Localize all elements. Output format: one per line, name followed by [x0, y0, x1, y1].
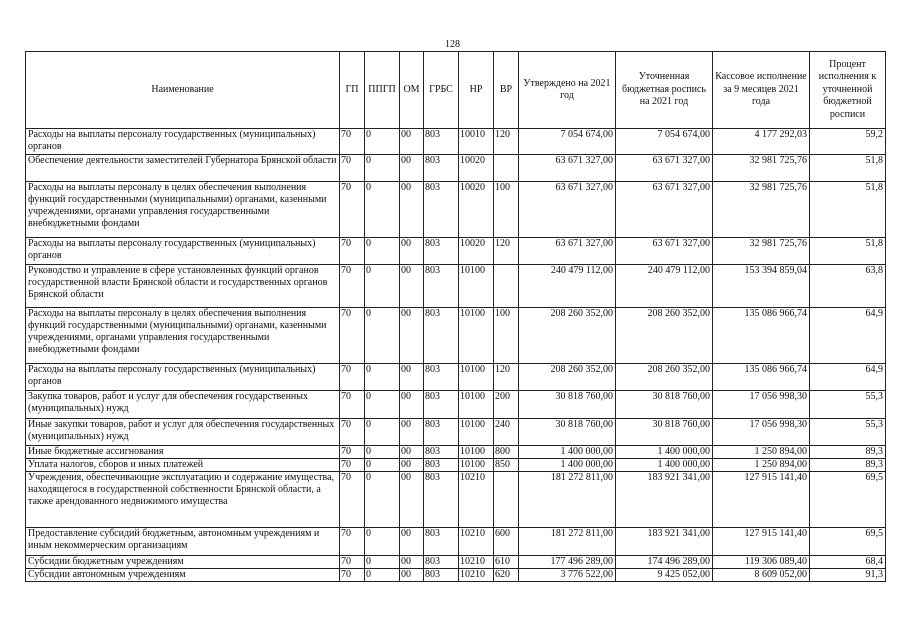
header-grbs: ГРБС [424, 52, 459, 129]
row-percent-cell: 91,3 [810, 569, 886, 582]
row-name-cell: Обеспечение деятельности заместителей Губернатора Брянской области [26, 155, 340, 182]
row-nr-cell: 10100 [459, 308, 494, 364]
table-header-row [26, 52, 886, 129]
row-vr-cell [494, 265, 519, 308]
row-grbs-cell: 803 [424, 446, 459, 459]
table-row [26, 391, 886, 419]
row-nr-cell: 10100 [459, 364, 494, 391]
row-approved-cell: 240 479 112,00 [519, 265, 616, 308]
table-row [26, 556, 886, 569]
row-percent-cell: 89,3 [810, 459, 886, 472]
row-vr-cell: 100 [494, 308, 519, 364]
row-om-cell: 00 [400, 528, 424, 556]
row-executed-cell: 135 086 966,74 [713, 364, 810, 391]
row-approved-cell: 181 272 811,00 [519, 528, 616, 556]
row-nr-cell: 10210 [459, 569, 494, 582]
row-om-cell: 00 [400, 391, 424, 419]
row-om-cell: 00 [400, 472, 424, 528]
table-row [26, 238, 886, 265]
row-refined-cell: 183 921 341,00 [616, 472, 713, 528]
header-approved: Утверждено на 2021 год [519, 52, 616, 129]
row-ppgp-cell: 0 [365, 129, 400, 155]
row-percent-cell: 68,4 [810, 556, 886, 569]
row-vr-cell: 120 [494, 129, 519, 155]
row-nr-cell: 10100 [459, 391, 494, 419]
row-vr-cell [494, 472, 519, 528]
row-executed-cell: 32 981 725,76 [713, 155, 810, 182]
row-nr-cell: 10020 [459, 182, 494, 238]
row-percent-cell: 51,8 [810, 182, 886, 238]
row-name-cell: Субсидии автономным учреждениям [26, 569, 340, 582]
row-name-cell: Субсидии бюджетным учреждениям [26, 556, 340, 569]
row-gp-cell: 70 [340, 569, 365, 582]
row-executed-cell: 153 394 859,04 [713, 265, 810, 308]
row-om-cell: 00 [400, 419, 424, 446]
row-name-cell: Уплата налогов, сборов и иных платежей [26, 459, 340, 472]
row-grbs-cell: 803 [424, 155, 459, 182]
row-percent-cell: 55,3 [810, 391, 886, 419]
row-gp-cell: 70 [340, 364, 365, 391]
row-refined-cell: 208 260 352,00 [616, 364, 713, 391]
table-row [26, 446, 886, 459]
row-grbs-cell: 803 [424, 419, 459, 446]
row-executed-cell: 32 981 725,76 [713, 238, 810, 265]
row-gp-cell: 70 [340, 472, 365, 528]
row-nr-cell: 10100 [459, 265, 494, 308]
row-refined-cell: 183 921 341,00 [616, 528, 713, 556]
table-row [26, 308, 886, 364]
row-vr-cell: 850 [494, 459, 519, 472]
budget-table [25, 51, 886, 582]
row-ppgp-cell: 0 [365, 364, 400, 391]
row-percent-cell: 69,5 [810, 472, 886, 528]
row-ppgp-cell: 0 [365, 569, 400, 582]
row-nr-cell: 10010 [459, 129, 494, 155]
row-vr-cell: 600 [494, 528, 519, 556]
row-executed-cell: 127 915 141,40 [713, 528, 810, 556]
row-grbs-cell: 803 [424, 308, 459, 364]
row-refined-cell: 1 400 000,00 [616, 446, 713, 459]
row-ppgp-cell: 0 [365, 528, 400, 556]
row-name-cell: Закупка товаров, работ и услуг для обеспечения государственных (муниципальных) нужд [26, 391, 340, 419]
row-executed-cell: 1 250 894,00 [713, 459, 810, 472]
row-gp-cell: 70 [340, 528, 365, 556]
page-number: 128 [445, 39, 460, 50]
row-vr-cell: 610 [494, 556, 519, 569]
row-gp-cell: 70 [340, 419, 365, 446]
row-ppgp-cell: 0 [365, 265, 400, 308]
row-percent-cell: 51,8 [810, 155, 886, 182]
row-refined-cell: 30 818 760,00 [616, 391, 713, 419]
row-name-cell: Иные закупки товаров, работ и услуг для обеспечения государственных (муниципальных) нужд [26, 419, 340, 446]
row-nr-cell: 10020 [459, 155, 494, 182]
row-om-cell: 00 [400, 308, 424, 364]
row-ppgp-cell: 0 [365, 308, 400, 364]
row-percent-cell: 69,5 [810, 528, 886, 556]
row-ppgp-cell: 0 [365, 391, 400, 419]
row-om-cell: 00 [400, 182, 424, 238]
header-nr: НР [459, 52, 494, 129]
table-row [26, 472, 886, 528]
table-row [26, 569, 886, 582]
row-refined-cell: 63 671 327,00 [616, 238, 713, 265]
row-ppgp-cell: 0 [365, 182, 400, 238]
row-grbs-cell: 803 [424, 129, 459, 155]
row-executed-cell: 1 250 894,00 [713, 446, 810, 459]
table-row [26, 182, 886, 238]
row-om-cell: 00 [400, 265, 424, 308]
row-ppgp-cell: 0 [365, 155, 400, 182]
row-approved-cell: 30 818 760,00 [519, 419, 616, 446]
row-gp-cell: 70 [340, 308, 365, 364]
row-approved-cell: 177 496 289,00 [519, 556, 616, 569]
row-executed-cell: 8 609 052,00 [713, 569, 810, 582]
row-percent-cell: 51,8 [810, 238, 886, 265]
row-gp-cell: 70 [340, 182, 365, 238]
row-nr-cell: 10100 [459, 459, 494, 472]
row-refined-cell: 7 054 674,00 [616, 129, 713, 155]
row-vr-cell: 240 [494, 419, 519, 446]
table-row [26, 419, 886, 446]
row-executed-cell: 17 056 998,30 [713, 419, 810, 446]
row-executed-cell: 4 177 292,03 [713, 129, 810, 155]
table-row [26, 265, 886, 308]
row-approved-cell: 181 272 811,00 [519, 472, 616, 528]
row-percent-cell: 63,8 [810, 265, 886, 308]
row-refined-cell: 1 400 000,00 [616, 459, 713, 472]
row-om-cell: 00 [400, 459, 424, 472]
row-executed-cell: 17 056 998,30 [713, 391, 810, 419]
row-grbs-cell: 803 [424, 556, 459, 569]
row-om-cell: 00 [400, 364, 424, 391]
row-gp-cell: 70 [340, 391, 365, 419]
row-grbs-cell: 803 [424, 182, 459, 238]
row-vr-cell [494, 155, 519, 182]
row-approved-cell: 63 671 327,00 [519, 182, 616, 238]
row-refined-cell: 63 671 327,00 [616, 155, 713, 182]
row-nr-cell: 10100 [459, 419, 494, 446]
header-name: Наименование [26, 52, 340, 129]
header-percent: Процент исполнения к уточненной бюджетной росписи [810, 52, 886, 129]
row-name-cell: Руководство и управление в сфере установленных функций органов государственной власти Брянской области и государственных органов Брянской области [26, 265, 340, 308]
row-gp-cell: 70 [340, 129, 365, 155]
row-vr-cell: 200 [494, 391, 519, 419]
row-refined-cell: 9 425 052,00 [616, 569, 713, 582]
row-approved-cell: 30 818 760,00 [519, 391, 616, 419]
row-executed-cell: 32 981 725,76 [713, 182, 810, 238]
row-approved-cell: 3 776 522,00 [519, 569, 616, 582]
row-name-cell: Расходы на выплаты персоналу государственных (муниципальных) органов [26, 129, 340, 155]
row-grbs-cell: 803 [424, 265, 459, 308]
row-refined-cell: 208 260 352,00 [616, 308, 713, 364]
row-grbs-cell: 803 [424, 528, 459, 556]
row-om-cell: 00 [400, 569, 424, 582]
row-nr-cell: 10210 [459, 472, 494, 528]
table-row [26, 155, 886, 182]
row-gp-cell: 70 [340, 556, 365, 569]
header-executed: Кассовое исполнение за 9 месяцев 2021 года [713, 52, 810, 129]
header-vr: ВР [494, 52, 519, 129]
row-approved-cell: 208 260 352,00 [519, 308, 616, 364]
table-row [26, 364, 886, 391]
row-grbs-cell: 803 [424, 459, 459, 472]
row-name-cell: Предоставление субсидий бюджетным, автономным учреждениям и иным некоммерческим организациям [26, 528, 340, 556]
row-vr-cell: 620 [494, 569, 519, 582]
row-refined-cell: 63 671 327,00 [616, 182, 713, 238]
row-ppgp-cell: 0 [365, 459, 400, 472]
row-approved-cell: 63 671 327,00 [519, 155, 616, 182]
row-ppgp-cell: 0 [365, 556, 400, 569]
row-name-cell: Расходы на выплаты персоналу в целях обеспечения выполнения функций государственными (муниципальными) органами, казенными учреждениями, органами управления государственными внебюджетными фондами [26, 182, 340, 238]
row-approved-cell: 208 260 352,00 [519, 364, 616, 391]
row-vr-cell: 120 [494, 364, 519, 391]
row-nr-cell: 10210 [459, 528, 494, 556]
row-percent-cell: 64,9 [810, 364, 886, 391]
row-gp-cell: 70 [340, 446, 365, 459]
row-approved-cell: 63 671 327,00 [519, 238, 616, 265]
row-name-cell: Расходы на выплаты персоналу государственных (муниципальных) органов [26, 364, 340, 391]
row-percent-cell: 59,2 [810, 129, 886, 155]
row-refined-cell: 174 496 289,00 [616, 556, 713, 569]
row-percent-cell: 64,9 [810, 308, 886, 364]
row-gp-cell: 70 [340, 265, 365, 308]
row-ppgp-cell: 0 [365, 238, 400, 265]
row-approved-cell: 1 400 000,00 [519, 446, 616, 459]
row-om-cell: 00 [400, 155, 424, 182]
table-body [26, 129, 886, 582]
header-refined: Уточненная бюджетная роспись на 2021 год [616, 52, 713, 129]
row-refined-cell: 240 479 112,00 [616, 265, 713, 308]
row-approved-cell: 7 054 674,00 [519, 129, 616, 155]
row-grbs-cell: 803 [424, 569, 459, 582]
row-name-cell: Иные бюджетные ассигнования [26, 446, 340, 459]
header-om: ОМ [400, 52, 424, 129]
row-gp-cell: 70 [340, 238, 365, 265]
row-refined-cell: 30 818 760,00 [616, 419, 713, 446]
row-executed-cell: 127 915 141,40 [713, 472, 810, 528]
row-vr-cell: 100 [494, 182, 519, 238]
row-executed-cell: 135 086 966,74 [713, 308, 810, 364]
row-vr-cell: 800 [494, 446, 519, 459]
row-gp-cell: 70 [340, 155, 365, 182]
row-om-cell: 00 [400, 446, 424, 459]
row-grbs-cell: 803 [424, 364, 459, 391]
table-row [26, 459, 886, 472]
row-grbs-cell: 803 [424, 238, 459, 265]
row-vr-cell: 120 [494, 238, 519, 265]
row-ppgp-cell: 0 [365, 419, 400, 446]
row-name-cell: Расходы на выплаты персоналу в целях обеспечения выполнения функций государственными (муниципальными) органами, казенными учреждениями, органами управления государственными внебюджетными фондами [26, 308, 340, 364]
table-row [26, 528, 886, 556]
row-nr-cell: 10020 [459, 238, 494, 265]
row-ppgp-cell: 0 [365, 446, 400, 459]
row-percent-cell: 55,3 [810, 419, 886, 446]
table-row [26, 129, 886, 155]
row-grbs-cell: 803 [424, 472, 459, 528]
row-om-cell: 00 [400, 129, 424, 155]
row-nr-cell: 10100 [459, 446, 494, 459]
header-gp: ГП [340, 52, 365, 129]
row-nr-cell: 10210 [459, 556, 494, 569]
row-name-cell: Расходы на выплаты персоналу государственных (муниципальных) органов [26, 238, 340, 265]
row-name-cell: Учреждения, обеспечивающие эксплуатацию и содержание имущества, находящегося в государственной собственности Брянской области, а также арендованного недвижимого имущества [26, 472, 340, 528]
row-executed-cell: 119 306 089,40 [713, 556, 810, 569]
row-gp-cell: 70 [340, 459, 365, 472]
header-ppgp: ППГП [365, 52, 400, 129]
row-percent-cell: 89,3 [810, 446, 886, 459]
row-om-cell: 00 [400, 556, 424, 569]
row-om-cell: 00 [400, 238, 424, 265]
row-approved-cell: 1 400 000,00 [519, 459, 616, 472]
row-ppgp-cell: 0 [365, 472, 400, 528]
row-grbs-cell: 803 [424, 391, 459, 419]
